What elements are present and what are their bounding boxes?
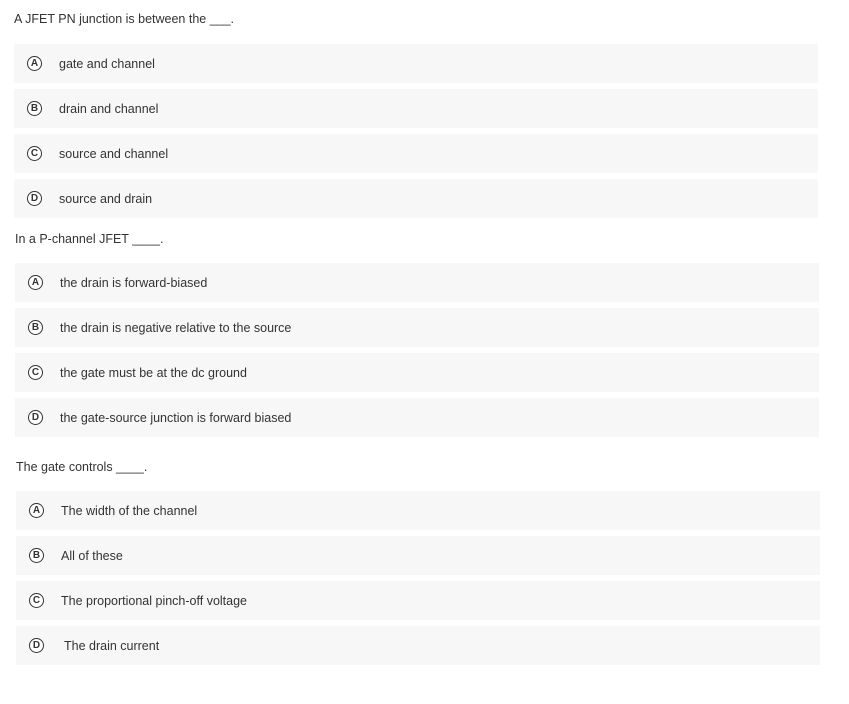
option-letter-badge: C xyxy=(27,146,42,161)
question-3-prompt: The gate controls ____. xyxy=(16,460,148,474)
option-letter-badge: D xyxy=(28,410,43,425)
option-text: source and channel xyxy=(59,146,169,161)
question-2-option-d[interactable] xyxy=(15,398,819,437)
option-text: the gate-source junction is forward biased xyxy=(60,410,292,425)
question-2-option-a[interactable] xyxy=(15,263,819,302)
option-letter-badge: D xyxy=(29,638,44,653)
question-2-prompt: In a P-channel JFET ____. xyxy=(15,232,164,246)
option-letter-badge: A xyxy=(29,503,44,518)
question-2-option-b[interactable] xyxy=(15,308,819,347)
option-letter-badge: D xyxy=(27,191,42,206)
question-3-option-a[interactable] xyxy=(16,491,820,530)
option-text: source and drain xyxy=(59,191,153,206)
option-text: the drain is negative relative to the source xyxy=(60,320,292,335)
option-letter-badge: B xyxy=(28,320,43,335)
option-text: drain and channel xyxy=(59,101,159,116)
question-3-option-b[interactable] xyxy=(16,536,820,575)
question-1-option-b[interactable] xyxy=(14,89,818,128)
question-1-option-d[interactable] xyxy=(14,179,818,218)
option-letter-badge: B xyxy=(27,101,42,116)
option-letter-badge: C xyxy=(29,593,44,608)
option-text: The width of the channel xyxy=(61,503,198,518)
option-text: The drain current xyxy=(64,638,160,653)
question-1-option-a[interactable] xyxy=(14,44,818,83)
option-letter-badge: A xyxy=(27,56,42,71)
option-text: the drain is forward-biased xyxy=(60,275,208,290)
option-text: the gate must be at the dc ground xyxy=(60,365,247,380)
option-text: All of these xyxy=(61,548,123,563)
question-1-prompt: A JFET PN junction is between the ___. xyxy=(14,12,235,26)
question-3-option-c[interactable] xyxy=(16,581,820,620)
question-1-option-c[interactable] xyxy=(14,134,818,173)
question-2-option-c[interactable] xyxy=(15,353,819,392)
option-letter-badge: C xyxy=(28,365,43,380)
option-text: The proportional pinch-off voltage xyxy=(61,593,247,608)
question-3-option-d[interactable] xyxy=(16,626,820,665)
option-letter-badge: A xyxy=(28,275,43,290)
option-text: gate and channel xyxy=(59,56,155,71)
option-letter-badge: B xyxy=(29,548,44,563)
